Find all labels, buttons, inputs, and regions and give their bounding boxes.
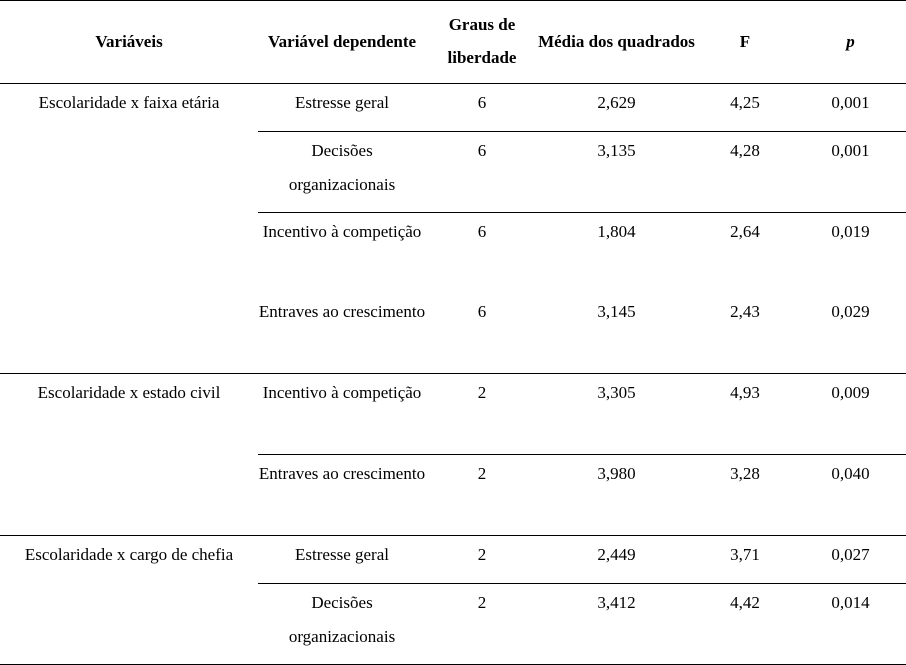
- dependente-text: Decisões organizacionais: [288, 593, 396, 646]
- f-text: 4,28: [730, 141, 760, 160]
- p-text: 0,040: [831, 464, 870, 483]
- mq-text: 3,145: [597, 302, 636, 321]
- p-cell: [795, 374, 906, 455]
- mq-cell: [538, 536, 695, 584]
- mq-cell: [538, 132, 695, 213]
- p-cell: [795, 132, 906, 213]
- gl-text: 6: [477, 141, 487, 160]
- f-cell: [695, 132, 795, 213]
- mq-text: 1,804: [597, 222, 636, 241]
- group-label: Escolaridade x estado civil: [37, 383, 221, 402]
- dependente-cell: [258, 84, 426, 132]
- gl-text: 2: [477, 593, 487, 612]
- gl-cell: [426, 132, 538, 213]
- gl-text: 6: [477, 93, 487, 112]
- mq-cell: [538, 293, 695, 374]
- gl-text: 2: [477, 464, 487, 483]
- dependente-cell: [258, 374, 426, 455]
- p-text: 0,001: [831, 141, 870, 160]
- mq-cell: [538, 374, 695, 455]
- gl-cell: [426, 374, 538, 455]
- group-label: Escolaridade x cargo de chefia: [24, 545, 234, 564]
- mq-text: 3,412: [597, 593, 636, 612]
- dependente-cell: [258, 213, 426, 294]
- mq-cell: [538, 584, 695, 665]
- mq-text: 2,629: [597, 93, 636, 112]
- mq-cell: [538, 213, 695, 294]
- f-cell: [695, 536, 795, 584]
- gl-cell: [426, 293, 538, 374]
- gl-cell: [426, 536, 538, 584]
- mq-cell: [538, 455, 695, 536]
- f-text: 4,25: [730, 93, 760, 112]
- header-variavel-dependente: Variável dependente: [258, 1, 426, 84]
- dependente-text: Estresse geral: [295, 545, 389, 564]
- header-f: F: [695, 1, 795, 84]
- dependente-text: Incentivo à competição: [262, 222, 422, 241]
- group-label: Escolaridade x faixa etária: [38, 93, 220, 112]
- header-row: [0, 1, 906, 84]
- f-cell: [695, 293, 795, 374]
- gl-cell: [426, 84, 538, 132]
- p-text: 0,014: [831, 593, 870, 612]
- gl-text: 2: [477, 383, 487, 402]
- header-media-quadrados: Média dos quadrados: [538, 1, 695, 84]
- gl-text: 6: [477, 302, 487, 321]
- f-text: 3,71: [730, 545, 760, 564]
- header-p-text: p: [846, 31, 855, 51]
- dependente-text: Entraves ao crescimento: [258, 464, 426, 483]
- f-text: 2,64: [730, 222, 760, 241]
- group-label-cell: [0, 374, 258, 536]
- p-cell: [795, 584, 906, 665]
- gl-cell: [426, 213, 538, 294]
- mq-text: 3,305: [597, 383, 636, 402]
- gl-text: 2: [477, 545, 487, 564]
- f-cell: [695, 584, 795, 665]
- dependente-text: Entraves ao crescimento: [258, 302, 426, 321]
- p-text: 0,029: [831, 302, 870, 321]
- gl-cell: [426, 455, 538, 536]
- mq-text: 2,449: [597, 545, 636, 564]
- mq-cell: [538, 84, 695, 132]
- p-text: 0,001: [831, 93, 870, 112]
- dependente-cell: [258, 536, 426, 584]
- p-text: 0,027: [831, 545, 870, 564]
- header-variaveis: Variáveis: [0, 1, 258, 84]
- p-cell: [795, 455, 906, 536]
- p-cell: [795, 536, 906, 584]
- f-cell: [695, 84, 795, 132]
- dependente-cell: [258, 455, 426, 536]
- header-p: [795, 1, 906, 84]
- gl-cell: [426, 584, 538, 665]
- dependente-text: Estresse geral: [295, 93, 389, 112]
- mq-text: 3,980: [597, 464, 636, 483]
- p-cell: [795, 84, 906, 132]
- f-text: 2,43: [730, 302, 760, 321]
- dependente-text: Incentivo à competição: [262, 383, 422, 402]
- mq-text: 3,135: [597, 141, 636, 160]
- f-cell: [695, 455, 795, 536]
- dependente-cell: [258, 132, 426, 213]
- f-text: 4,42: [730, 593, 760, 612]
- p-cell: [795, 213, 906, 294]
- gl-text: 6: [477, 222, 487, 241]
- f-cell: [695, 374, 795, 455]
- dependente-cell: [258, 293, 426, 374]
- table-row: [0, 374, 906, 455]
- group-label-cell: [0, 536, 258, 665]
- f-cell: [695, 213, 795, 294]
- dependente-text: Decisões organizacionais: [288, 141, 396, 194]
- dependente-cell: [258, 584, 426, 665]
- table-row: [0, 84, 906, 132]
- group-label-cell: [0, 84, 258, 374]
- table-row: [0, 536, 906, 584]
- p-cell: [795, 293, 906, 374]
- p-text: 0,009: [831, 383, 870, 402]
- p-text: 0,019: [831, 222, 870, 241]
- f-text: 4,93: [730, 383, 760, 402]
- f-text: 3,28: [730, 464, 760, 483]
- header-graus-liberdade: Graus de liberdade: [426, 1, 538, 84]
